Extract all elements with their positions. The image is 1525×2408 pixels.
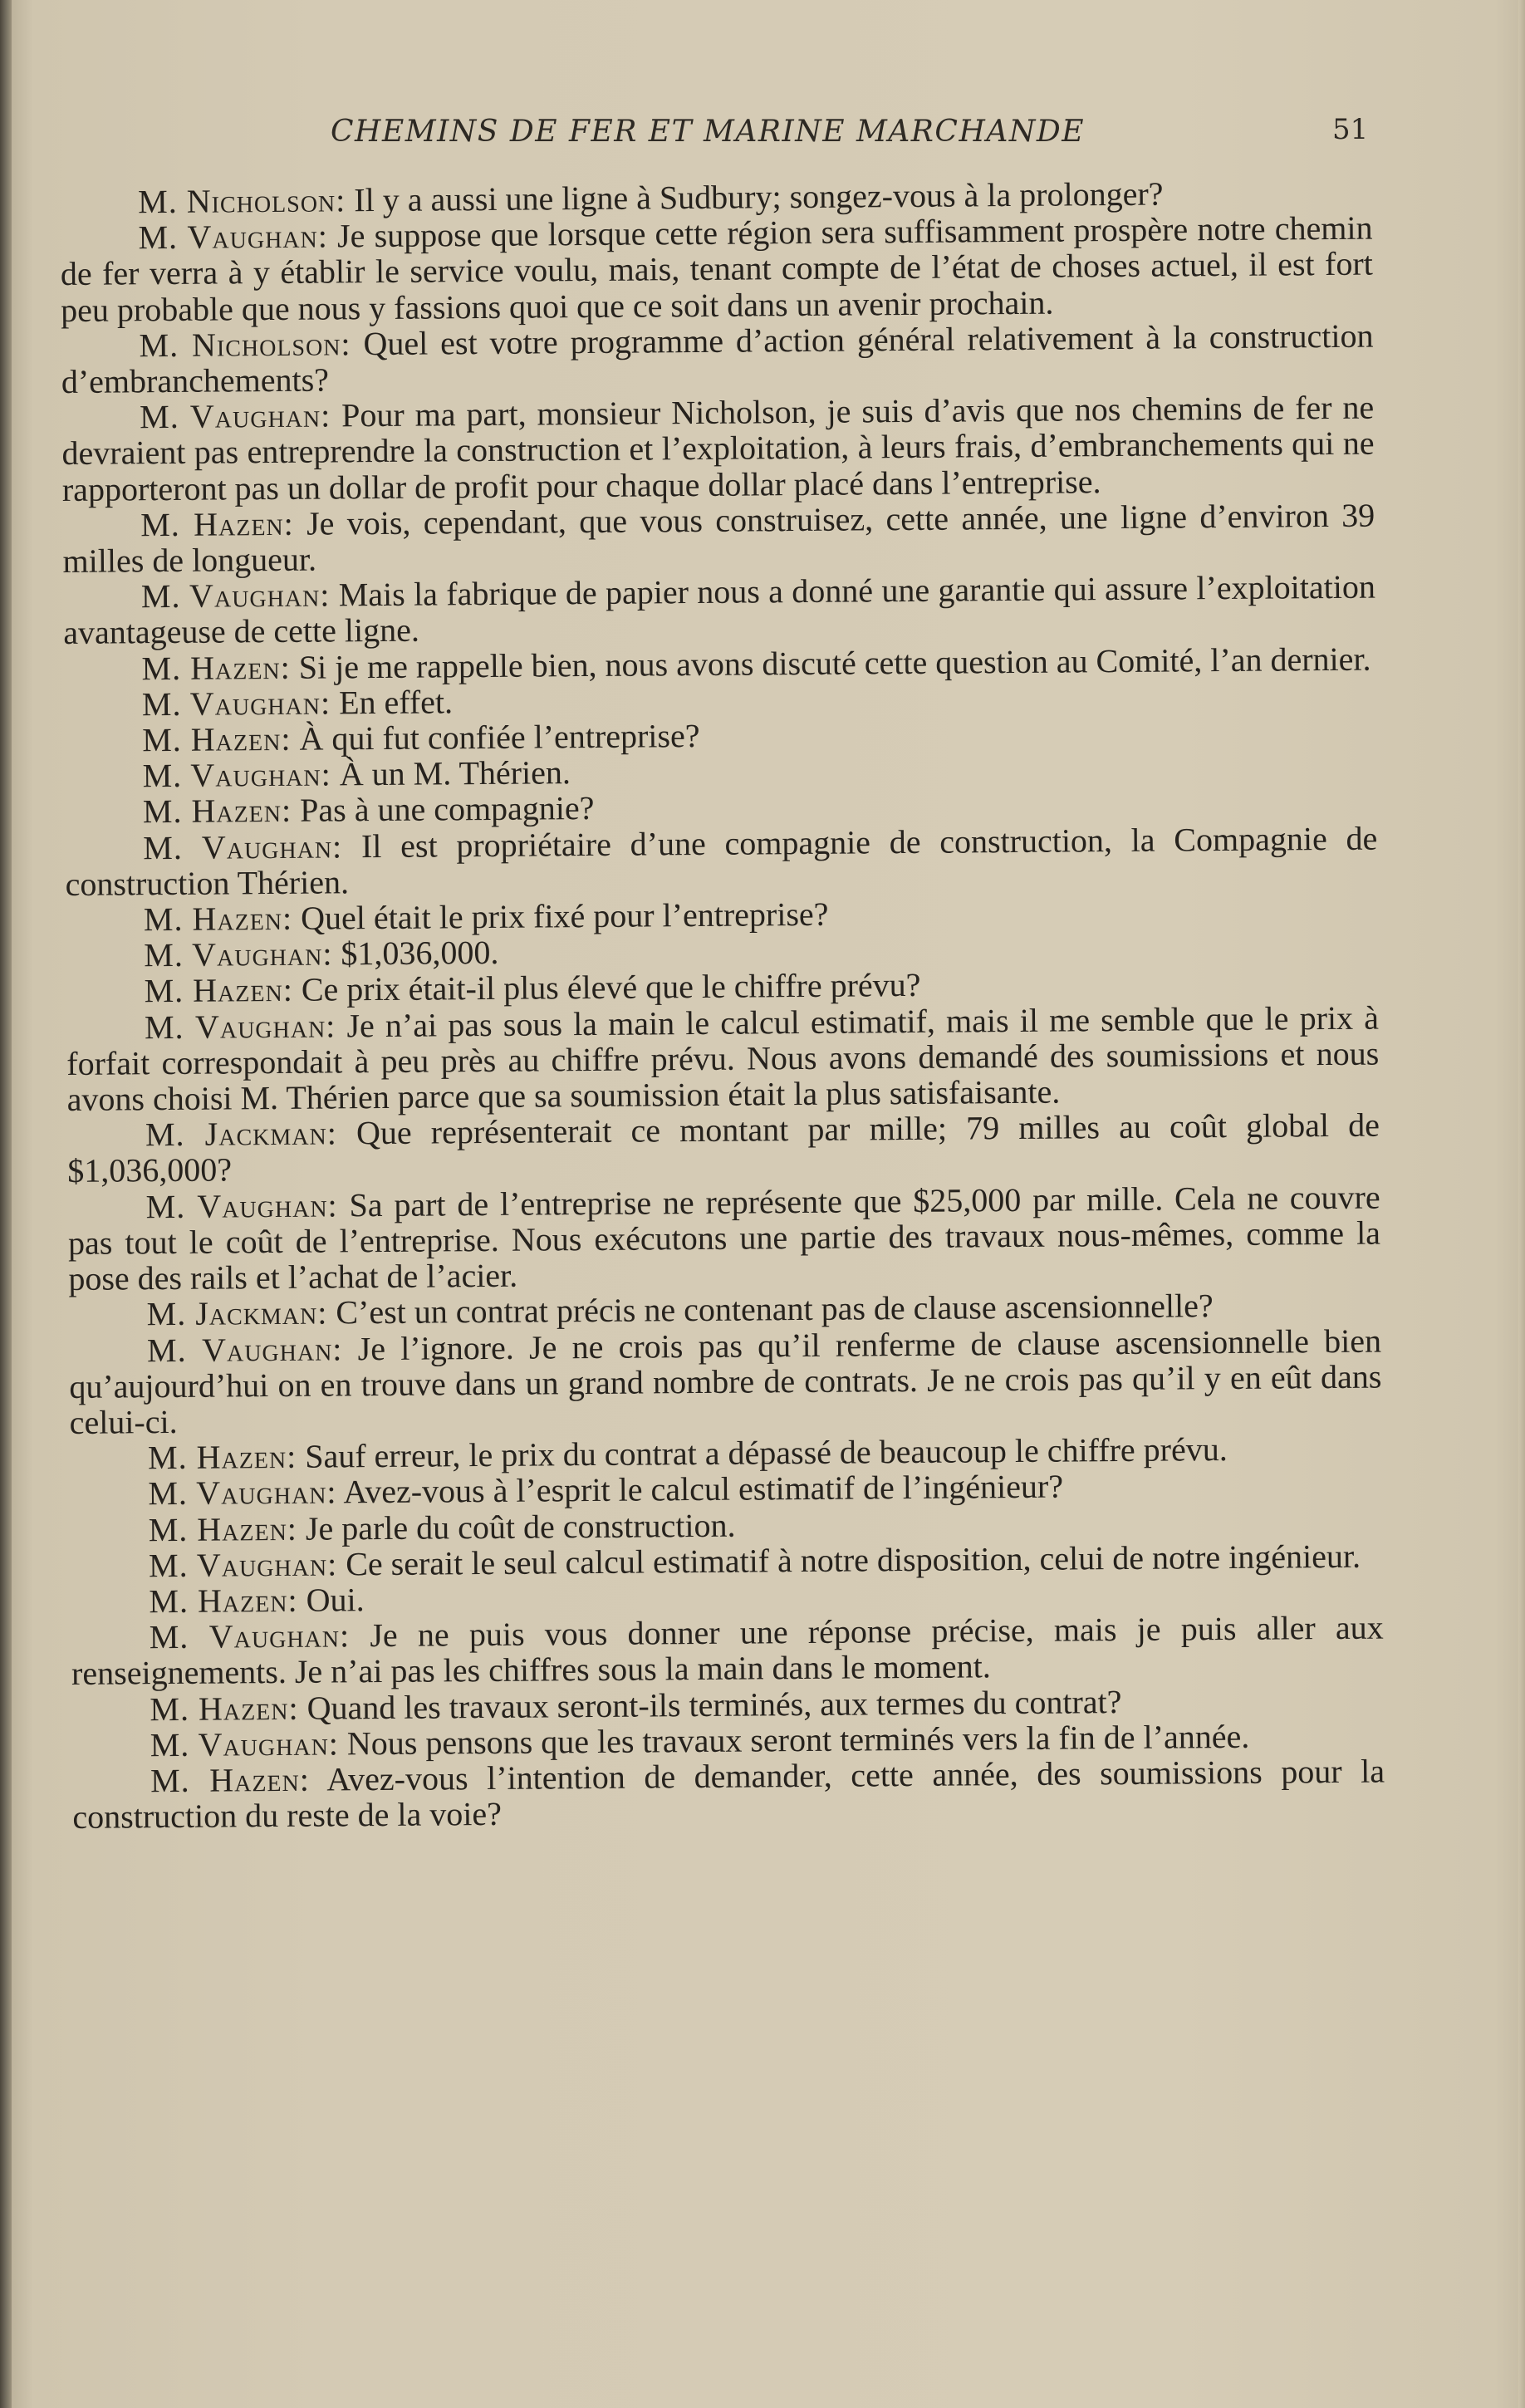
transcript-body [60, 174, 1385, 1836]
paragraph-text: Je ne puis vous donner une réponse précise, mais je puis aller aux renseignements. Je n’ai pas les chiffres sous la main dans le moment. [71, 1608, 1384, 1693]
paragraph-text: Avez-vous l’intention de demander, cette année, des soumissions pour la construction du reste de la voie? [72, 1752, 1385, 1837]
speaker-name: M. Vaughan: [138, 217, 329, 257]
speaker-name: M. Vaughan: [140, 396, 331, 436]
paragraph-text: Je suppose que lorsque cette région sera suffisamment prospère notre chemin de fer verra à y établir le service voulu, mais, tenant compte de l’état de choses actuel, il est fort peu probable que nous y fassions quoi que ce soit dans un avenir prochain. [60, 208, 1373, 329]
paragraph [63, 569, 1376, 651]
paragraph-text: Avez-vous à l’esprit le calcul estimatif de l’ingénieur? [336, 1467, 1064, 1511]
paragraph-text: Je l’ignore. Je ne crois pas qu’il renferme de clause ascensionnelle bien qu’aujourd’hui on en trouve dans un grand nombre de contrats. Je ne crois pas qu’il y en eût dans celui-ci. [69, 1322, 1382, 1441]
page-edge [1518, 0, 1525, 2408]
paragraph-text: À qui fut confiée l’entreprise? [291, 717, 700, 758]
paragraph [60, 210, 1373, 328]
speaker-name: M. Jackman: [146, 1293, 328, 1333]
paragraph [72, 1753, 1385, 1835]
paragraph-text: Sa part de l’entreprise ne représente que $25,000 par mille. Cela ne couvre pas tout le coût de l’entreprise. Nous exécutons une partie des travaux nous-mêmes, comme la pose des rails et l’achat de l’acier. [67, 1178, 1381, 1298]
paragraph [69, 1322, 1382, 1440]
speaker-name: M. Hazen: [147, 1437, 297, 1477]
speaker-name: M. Hazen: [150, 1689, 299, 1728]
speaker-name: M. Vaughan: [146, 1329, 343, 1369]
speaker-name: M. Hazen: [142, 792, 292, 831]
paragraph [66, 999, 1380, 1117]
speaker-name: M. Vaughan: [140, 576, 331, 615]
speaker-name: M. Nicholson: [139, 325, 351, 365]
paragraph-text: Il y a aussi une ligne à Sudbury; songez-vous à la prolonger? [346, 174, 1164, 219]
paragraph-text: Nous pensons que les travaux seront terminés vers la fin de l’année. [338, 1717, 1250, 1763]
speaker-name: M. Hazen: [149, 1581, 298, 1621]
paragraph [68, 1179, 1381, 1297]
speaker-name: M. Vaughan: [148, 1545, 338, 1584]
paragraph-text: À un M. Thérien. [331, 753, 571, 793]
speaker-name: M. Nicholson: [137, 181, 346, 221]
paragraph [71, 1610, 1385, 1692]
paragraph [61, 317, 1374, 400]
paragraph-text: En effet. [330, 683, 454, 722]
paragraph-text: Quel était le prix fixé pour l’entreprise? [292, 895, 829, 937]
speaker-name: M. Hazen: [150, 1760, 311, 1800]
paragraph-text: Que représenterait ce montant par mille; 79 milles au coût global de $1,036,000? [67, 1106, 1380, 1190]
running-header: CHEMINS DE FER ET MARINE MARCHANDE [331, 115, 1085, 149]
paragraph-text: Mais la fabrique de papier nous a donné une garantie qui assure l’exploitation avantageuse de cette ligne. [63, 567, 1376, 652]
paragraph-text: $1,036,000. [332, 934, 499, 973]
book-spine-shadow [0, 0, 12, 2408]
paragraph-text: Quand les travaux seront-ils terminés, aux termes du contrat? [298, 1682, 1122, 1727]
paragraph-text: Quel est votre programme d’action général relativement à la construction d’embranchements? [61, 316, 1374, 401]
speaker-name: M. Jackman: [145, 1114, 338, 1154]
paragraph-text: C’est un contrat précis ne contenant pas de clause ascensionnelle? [327, 1287, 1214, 1332]
speaker-name: M. Hazen: [144, 971, 294, 1010]
speaker-name: M. Vaughan: [149, 1616, 351, 1656]
paragraph-text: Pour ma part, monsieur Nicholson, je suis d’avis que nos chemins de fer ne devraient pas entreprendre la construction et l’exploitation, à leurs frais, d’embranchements qui ne rapporteront pas un dollar de profit pour chaque dollar placé dans l’entreprise. [61, 388, 1375, 508]
paragraph [61, 390, 1375, 508]
speaker-name: M. Hazen: [143, 899, 293, 939]
paragraph-text: Oui. [297, 1581, 365, 1619]
page-number: 51 [1332, 113, 1369, 146]
speaker-name: M. Vaughan: [144, 934, 333, 974]
paragraph [67, 1107, 1380, 1189]
paragraph-text: Si je me rappelle bien, nous avons discuté cette question au Comité, l’an dernier. [290, 640, 1371, 686]
speaker-name: M. Vaughan: [145, 1186, 338, 1225]
paragraph [62, 497, 1375, 579]
speaker-name: M. Vaughan: [142, 755, 331, 795]
paragraph-text: Il est propriétaire d’une compagnie de construction, la Compagnie de construction Thérien. [65, 819, 1378, 903]
speaker-name: M. Hazen: [141, 648, 291, 687]
speaker-name: M. Vaughan: [150, 1724, 340, 1763]
paragraph-text: Sauf erreur, le prix du contrat a dépassé de beaucoup le chiffre prévu. [297, 1430, 1228, 1475]
paragraph-text: Je parle du coût de construction. [297, 1506, 736, 1547]
paragraph-text: Je vois, cependant, que vous construisez, cette année, une ligne d’environ 39 milles de longueur. [62, 496, 1375, 581]
paragraph-text: Ce serait le seul calcul estimatif à notre disposition, celui de notre ingénieur. [337, 1537, 1361, 1583]
speaker-name: M. Vaughan: [148, 1473, 337, 1513]
speaker-name: M. Vaughan: [144, 1007, 336, 1046]
paragraph-text: Pas à une compagnie? [291, 789, 595, 830]
speaker-name: M. Hazen: [140, 504, 294, 544]
speaker-name: M. Hazen: [148, 1509, 298, 1548]
speaker-name: M. Hazen: [142, 719, 292, 759]
speaker-name: M. Vaughan: [141, 684, 331, 723]
paragraph-text: Je n’ai pas sous la main le calcul estimatif, mais il me semble que le prix à forfait correspondait à peu près au chiffre prévu. Nous avons demandé des soumissions et nous avons choisi M. Thérien parce que sa soumission était la plus satisfaisante. [66, 998, 1380, 1119]
paragraph-text: Ce prix était-il plus élevé que le chiffre prévu? [292, 966, 921, 1009]
paragraph [65, 820, 1378, 902]
speaker-name: M. Vaughan: [143, 827, 343, 866]
